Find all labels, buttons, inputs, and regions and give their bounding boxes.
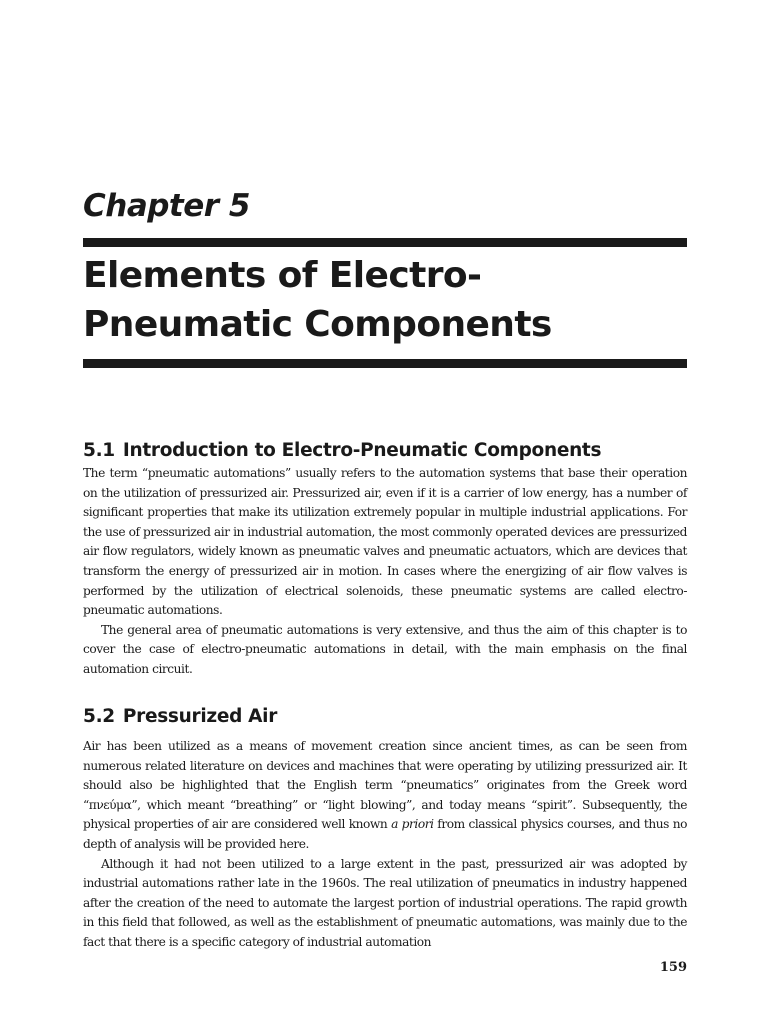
page-number: 159: [659, 960, 687, 975]
section-heading-5-2: [83, 706, 277, 727]
section-body-5-2: [83, 737, 687, 953]
section-title: Introduction to Electro-Pneumatic Components: [122, 440, 602, 461]
paragraph-text: from classical physics courses, and thus no depth of analysis will be provided here.: [83, 817, 687, 851]
section-body-5-1: [83, 464, 687, 680]
chapter-label: Chapter 5: [83, 188, 250, 224]
section-number: 5.1: [83, 440, 115, 461]
section-title: Pressurized Air: [122, 706, 278, 727]
paragraph: Although it had not been utilized to a large extent in the past, pressurized air was adopted by industrial automations rather late in the 1960s. The real utilization of pneumatics in industry happened after the creation of the need to automate the largest portion of industrial operations. The rapid growth in this field that followed, as well as the establishment of pneumatic automations, was mainly due to the fact that there is a specific category of industrial automation: [83, 856, 687, 949]
chapter-title-bottom-rule: [83, 359, 687, 368]
chapter-title: Elements of Electro-Pneumatic Components: [83, 255, 552, 345]
paragraph: The term “pneumatic automations” usually refers to the automation systems that base their operation on the utilization of pressurized air. Pressurized air, even if it is a carrier of low energy, has a number of significant properties that make its utilization extremely popular in multiple industrial applications. For the use of pressurized air in industrial automation, the most commonly operated devices are pressurized air flow regulators, widely known as pneumatic valves and pneumatic actuators, which are devices that transform the energy of pressurized air in motion. In cases where the energizing of air flow valves is performed by the utilization of electrical solenoids, these pneumatic systems are called electro-pneumatic automations.: [83, 466, 687, 618]
chapter-title-top-rule: [83, 238, 687, 247]
emphasis-text: a priori: [391, 817, 434, 832]
paragraph-text: Air has been utilized as a means of movement creation since ancient times, as can be seen from numerous related literature on devices and machines that were operating by utilizing pressurized air. It should also be highlighted that the English term “pneumatics” originates from the Greek word “πνεύμα”, which meant “breathing” or “light blowing”, and today means “spirit”. Subsequently, the physical properties of air are considered well known: [83, 739, 687, 832]
section-heading-5-1: [83, 440, 601, 461]
section-number: 5.2: [83, 706, 115, 727]
paragraph: [83, 737, 687, 855]
paragraph: The general area of pneumatic automations is very extensive, and thus the aim of this chapter is to cover the case of electro-pneumatic automations in detail, with the main emphasis on the final automation circuit.: [83, 622, 687, 676]
book-page: [83, 0, 687, 1024]
